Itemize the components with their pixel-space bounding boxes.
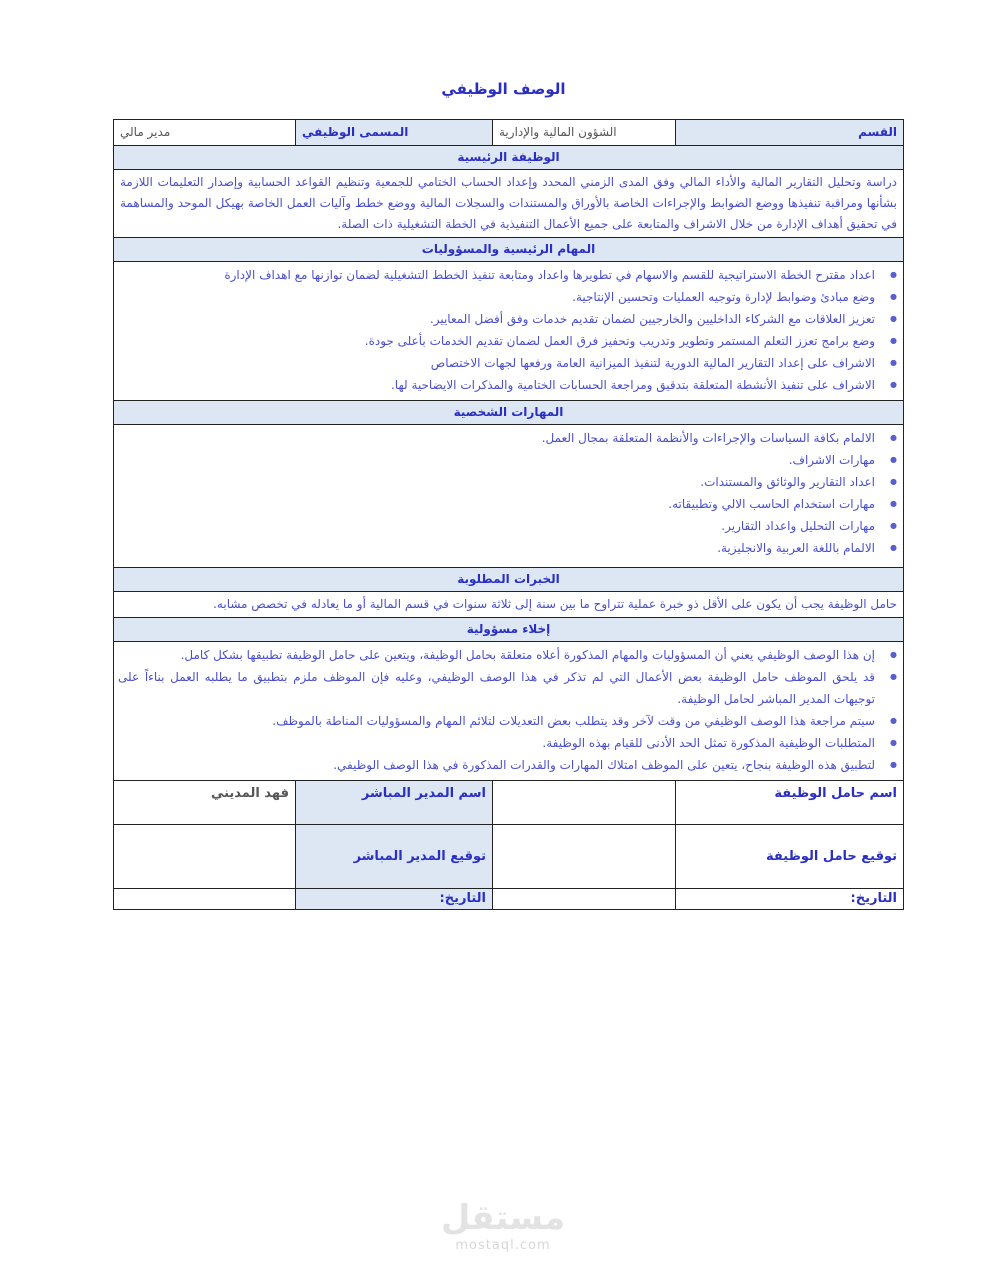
info-row <box>114 120 904 146</box>
list-item: ● الالمام باللغة العربية والانجليزية. <box>118 537 875 559</box>
list-item: ● تعزيز العلاقات مع الشركاء الداخليين والخارجيين لضمان تقديم خدمات وفق أفضل المعايير. <box>118 308 875 330</box>
list-item: ● وضع مبادئ وضوابط لإدارة وتوجيه العمليات وتحسين الإنتاجية. <box>118 286 875 308</box>
list-item: ● اعداد التقارير والوثائق والمستندات. <box>118 471 875 493</box>
holder-date-label: التاريخ: <box>676 889 904 910</box>
list-item: ● وضع برامج تعزز التعلم المستمر وتطوير وتدريب وتحفيز فرق العمل لضمان تقديم الخدمات بأعلى جودة. <box>118 330 875 352</box>
disclaimer-header-row <box>114 618 904 642</box>
manager-name-label: اسم المدير المباشر <box>296 781 493 825</box>
disclaimer-list <box>114 642 903 780</box>
signature-sign-row <box>114 825 904 889</box>
manager-date-box <box>114 889 296 910</box>
main-function-heading: الوظيفة الرئيسية <box>114 146 904 170</box>
skills-heading: المهارات الشخصية <box>114 401 904 425</box>
duties-row <box>114 262 904 401</box>
list-item: ● اعداد مقترح الخطة الاستراتيجية للقسم والاسهام في تطويرها واعداد ومتابعة تنفيذ الخطط التشغيلية لضمان توازنها مع اهداف الإدارة <box>118 264 875 286</box>
manager-sign-label: توقيع المدير المباشر <box>296 825 493 889</box>
main-function-row <box>114 170 904 238</box>
skills-row <box>114 425 904 568</box>
job-title-label: المسمى الوظيفي <box>296 120 493 146</box>
list-item: ● الاشراف على إعداد التقارير المالية الدورية لتنفيذ الميزانية العامة ورفعها لجهات الاختصاص <box>118 352 875 374</box>
disclaimer-row <box>114 642 904 781</box>
holder-name-value <box>493 781 676 825</box>
mostaql-watermark <box>403 1198 603 1253</box>
holder-name-label: اسم حامل الوظيفة <box>676 781 904 825</box>
manager-sign-box <box>114 825 296 889</box>
list-item: ● سيتم مراجعة هذا الوصف الوظيفي من وقت لآخر وقد يتطلب بعض التعديلات لتلائم المهام والمسؤوليات المناطة بالموظف. <box>118 710 875 732</box>
duties-header-row <box>114 238 904 262</box>
manager-date-label: التاريخ: <box>296 889 493 910</box>
main-function-header-row <box>114 146 904 170</box>
list-item: ● الاشراف على تنفيذ الأنشطة المتعلقة بتدقيق ومراجعة الحسابات الختامية والمذكرات الايضاحية لها. <box>118 374 875 396</box>
list-item: ● المتطلبات الوظيفية المذكورة تمثل الحد الأدنى للقيام بهذه الوظيفة. <box>118 732 875 754</box>
mostaql-logo: مستقل <box>440 1198 566 1238</box>
duties-list <box>114 262 903 400</box>
list-item: ● لتطبيق هذه الوظيفة بنجاح، يتعين على الموظف امتلاك المهارات والقدرات المذكورة في هذا الوصف الوظيفي. <box>118 754 875 776</box>
job-description-table <box>113 119 904 910</box>
experience-row <box>114 592 904 618</box>
skills-header-row <box>114 401 904 425</box>
skills-list <box>114 425 903 567</box>
main-function-text: دراسة وتحليل التقارير المالية والأداء المالي وفق المدى الزمني المحدد وإعداد الحساب الختامي للجمعية وتنظيم القواعد الحسابية وإصدار التعليمات اللازمة بشأنها ومراقبة تنفيذها ووضع الضوابط والإجراءات الخاصة بالأوراق والمستندات والسجلات المالية ووضع خطط وآليات العمل الخاصة بهيكل الموحد والمساهمة في تحقيق أهداف الإدارة من خلال الاشراف والمتابعة على جميع الأعمال التنفيذية في الخطة التشغيلية ذات الصلة. <box>114 170 904 238</box>
job-title-value: مدير مالي <box>114 120 296 146</box>
list-item: ● مهارات التحليل واعداد التقارير. <box>118 515 875 537</box>
list-item: ● إن هذا الوصف الوظيفي يعني أن المسؤوليات والمهام المذكورة أعلاه متعلقة بحامل الوظيفة، ويتعين على حامل الوظيفة تطبيقها بشكل كامل. <box>118 644 875 666</box>
list-item: ● قد يلحق الموظف حامل الوظيفة بعض الأعمال التي لم تذكر في هذا الوصف الوظيفي، وعليه فإن الموظف ملزم بتطبيق ما يطلبه العمل بناءاً على توجيهات المدير المباشر لحامل الوظيفة. <box>118 666 875 710</box>
document-title: الوصف الوظيفي <box>441 80 566 98</box>
department-label: القسم <box>676 120 904 146</box>
mostaql-url: mostaql.com <box>455 1238 551 1253</box>
list-item: ● مهارات استخدام الحاسب الالي وتطبيقاته. <box>118 493 875 515</box>
signature-names-row <box>114 781 904 825</box>
list-item: ● الالمام بكافة السياسات والإجراءات والأنظمة المتعلقة بمجال العمل. <box>118 427 875 449</box>
holder-sign-label: توقيع حامل الوظيفة <box>676 825 904 889</box>
disclaimer-heading: إخلاء مسؤولية <box>114 618 904 642</box>
experience-heading: الخبرات المطلوبة <box>114 568 904 592</box>
experience-text: حامل الوظيفة يجب أن يكون على الأقل ذو خبرة عملية تتراوح ما بين سنة إلى ثلاثة سنوات في قسم المالية أو ما يعادله في تخصص مشابه. <box>114 592 904 618</box>
experience-header-row <box>114 568 904 592</box>
manager-name-value: فهد المديني <box>114 781 296 825</box>
duties-heading: المهام الرئيسية والمسؤوليات <box>114 238 904 262</box>
holder-date-box <box>493 889 676 910</box>
signature-date-row <box>114 889 904 910</box>
holder-sign-box <box>493 825 676 889</box>
department-value: الشؤون المالية والإدارية <box>493 120 676 146</box>
list-item: ● مهارات الاشراف. <box>118 449 875 471</box>
